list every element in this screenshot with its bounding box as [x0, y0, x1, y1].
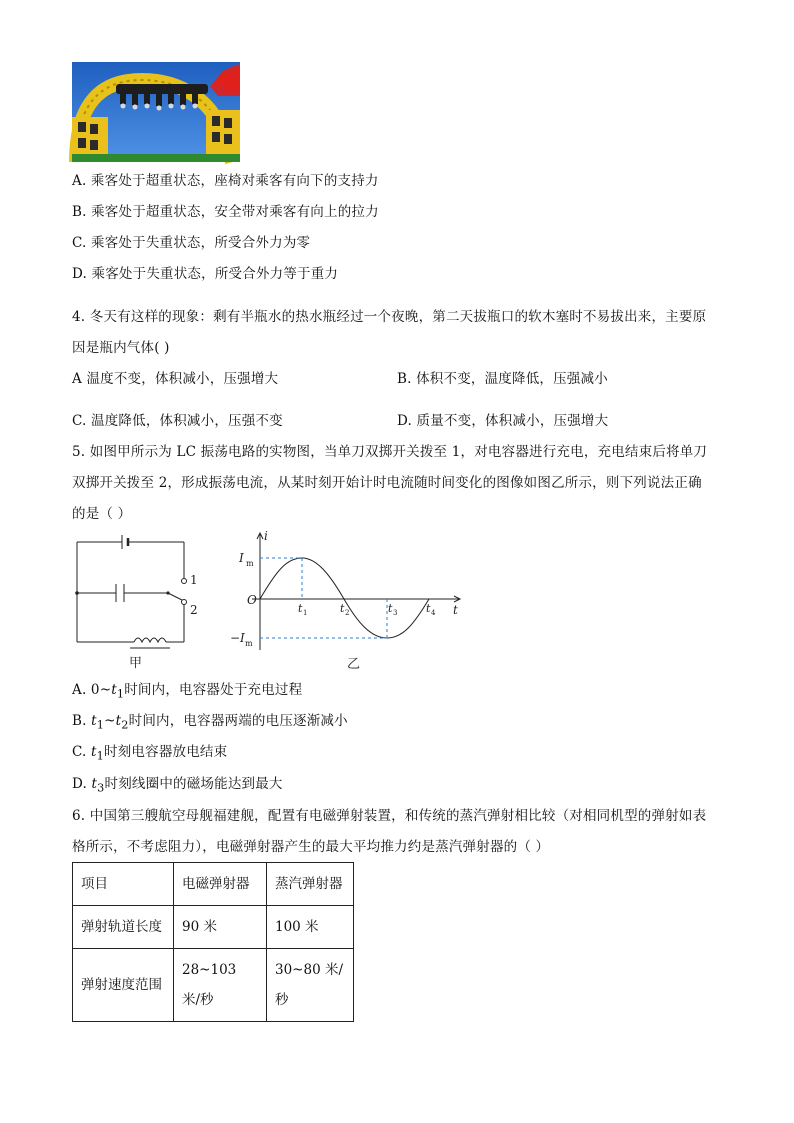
q5-stem-line1: 5. 如图甲所示为 LC 振荡电路的实物图，当单刀双掷开关拨至 1，对电容器进行充电，充电结束后将单刀 [72, 444, 708, 460]
table-header-cell: 电磁弹射器 [174, 863, 267, 906]
graph-tick-t2: t [340, 602, 345, 615]
q4-option-c: C. 温度降低，体积减小，压强不变 [72, 413, 283, 429]
graph-tick-t2-sub: 2 [345, 609, 350, 617]
graph-ymax-sub: m [246, 559, 254, 568]
graph-tick-t4: t [426, 602, 431, 615]
catapult-comparison-table [72, 862, 354, 1022]
table-header-row [73, 863, 354, 906]
graph-tick-t3: t [388, 602, 393, 615]
table-cell: 弹射速度范围 [73, 949, 174, 1022]
q6-stem-line2: 格所示，不考虑阻力），电磁弹射器产生的最大平均推力约是蒸汽弹射器的（ ） [72, 839, 550, 855]
table-row [73, 949, 354, 1022]
q5-option-c: C. $t_1$时刻电容器放电结束 [72, 744, 228, 763]
q5-stem-line3: 的是（ ） [72, 506, 132, 522]
q6-stem-line1: 6. 中国第三艘航空母舰福建舰，配置有电磁弹射装置，和传统的蒸汽弹射相比较（对相同机型的弹射如表 [72, 808, 707, 824]
graph-tick-t1-sub: 1 [303, 609, 308, 617]
table-cell: 100 米 [267, 906, 354, 949]
graph-ymin-sub: m [245, 639, 253, 648]
q4-option-b: B. 体积不变，温度降低，压强减小 [397, 371, 608, 387]
graph-x-axis-label: t [453, 603, 458, 617]
table-header-cell: 蒸汽弹射器 [267, 863, 354, 906]
graph-tick-t4-sub: 4 [431, 609, 436, 617]
table-header-cell: 项目 [73, 863, 174, 906]
q4-stem-line2: 因是瓶内气体( ) [72, 340, 170, 356]
roller-coaster-photo [72, 62, 240, 162]
q3-option-c: C. 乘客处于失重状态，所受合外力为零 [72, 235, 311, 251]
table-cell: 28~103 米/秒 [174, 949, 267, 1022]
q4-option-a: A 温度不变，体积减小，压强增大 [72, 371, 279, 387]
q4-stem-line1: 4. 冬天有这样的现象：剩有半瓶水的热水瓶经过一个夜晚，第二天拔瓶口的软木塞时不易拔出来，主要原 [72, 309, 707, 325]
lc-circuit-diagram [70, 532, 205, 672]
current-time-graph [232, 530, 472, 675]
figure-a-caption: 甲 [129, 656, 143, 671]
switch-label-1: 1 [190, 573, 198, 587]
q3-option-d: D. 乘客处于失重状态，所受合外力等于重力 [72, 266, 339, 282]
q5-stem-line2: 双掷开关拨至 2，形成振荡电流，从某时刻开始计时电流随时间变化的图像如图乙所示，则下列说法正确 [72, 475, 702, 491]
q3-option-a: A. 乘客处于超重状态，座椅对乘客有向下的支持力 [72, 173, 379, 189]
q5-option-a: A. $0\sim t_1$时间内，电容器处于充电过程 [72, 682, 303, 701]
table-cell: 30~80 米/秒 [267, 949, 354, 1022]
graph-ymin-label: −I [230, 631, 245, 645]
graph-origin-label: O [247, 593, 257, 607]
table-row [73, 906, 354, 949]
graph-y-axis-label: i [264, 529, 268, 543]
q5-option-d: D. $t_3$时刻线圈中的磁场能达到最大 [72, 776, 283, 795]
q3-option-b: B. 乘客处于超重状态，安全带对乘客有向上的拉力 [72, 204, 379, 220]
q5-option-b: B. $t_1\sim t_2$时间内，电容器两端的电压逐渐减小 [72, 713, 348, 732]
table-cell: 弹射轨道长度 [73, 906, 174, 949]
switch-label-2: 2 [190, 603, 198, 617]
graph-tick-t3-sub: 3 [393, 609, 398, 617]
graph-tick-t1: t [298, 602, 303, 615]
table-cell: 90 米 [174, 906, 267, 949]
q4-option-d: D. 质量不变，体积减小，压强增大 [397, 413, 609, 429]
figure-b-caption: 乙 [347, 657, 361, 672]
graph-ymax-label: I [239, 551, 244, 565]
